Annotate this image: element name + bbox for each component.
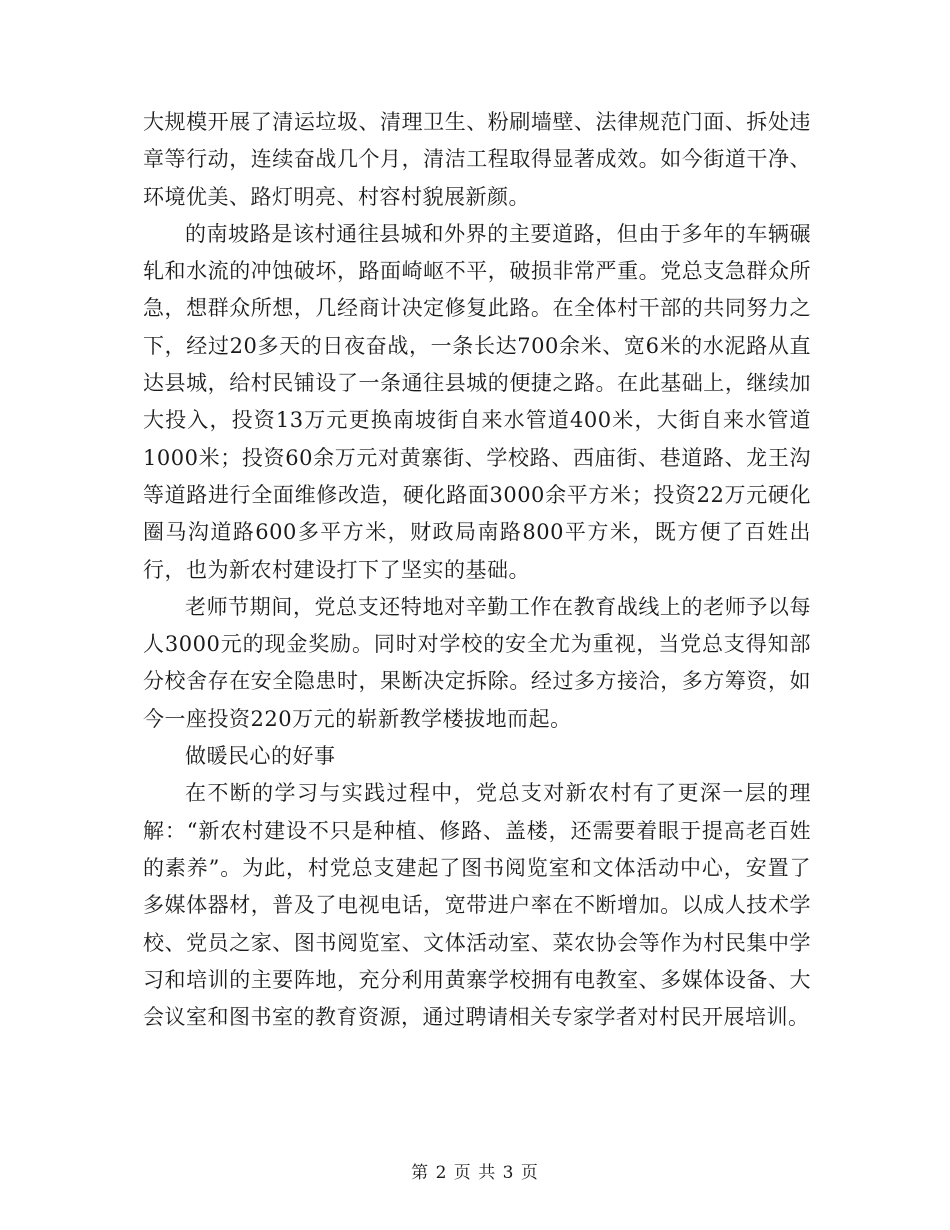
paragraph-teachers-day: 老师节期间，党总支还特地对辛勤工作在教育战线上的老师予以每人3000元的现金奖励。同时对学校的安全尤为重视，当党总支得知部分校舍存在安全隐患时，果断决定拆除。经过多方接洽，多方筹资，如今一座投资220万元的崭新教学楼拔地而起。 [143, 594, 811, 731]
paragraph-education: 在不断的学习与实践过程中，党总支对新农村有了更深一层的理解：“新农村建设不只是种植、修路、盖楼，还需要着眼于提高老百姓的素养”。为此，村党总支建起了图书阅览室和文体活动中心，安置了多媒体器材，普及了电视电话，宽带进户率在不断增加。以成人技术学校、党员之家、图书阅览室、文体活动室、菜农协会等作为村民集中学习和培训的主要阵地，充分利用黄寨学校拥有电教室、多媒体设备、大会议室和图书室的教育资源，通过聘请相关专家学者对村民开展培训。 [143, 781, 811, 1030]
paragraph-road-repair: 的南坡路是该村通往县城和外界的主要道路，但由于多年的车辆碾轧和水流的冲蚀破坏，路面崎岖不平，破损非常严重。党总支急群众所急，想群众所想，几经商计决定修复此路。在全体村干部的共同努力之下，经过20多天的日夜奋战，一条长达700余米、宽6米的水泥路从直达县城，给村民铺设了一条通往县城的便捷之路。在此基础上，继续加大投入，投资13万元更换南坡街自来水管道400米，大街自来水管道1000米；投资60余万元对黄寨街、学校路、西庙街、巷道路、龙王沟等道路进行全面维修改造，硬化路面3000余平方米；投资22万元硬化圈马沟道路600多平方米，财政局南路800平方米，既方便了百姓出行，也为新农村建设打下了坚实的基础。 [143, 221, 811, 582]
page-footer: 第 2 页 共 3 页 [411, 1163, 539, 1183]
document-body [143, 104, 811, 1036]
paragraph-cleanup: 大规模开展了清运垃圾、清理卫生、粉刷墙壁、法律规范门面、拆处违章等行动，连续奋战几个月，清洁工程取得显著成效。如今街道干净、环境优美、路灯明亮、村容村貌展新颜。 [143, 110, 811, 209]
section-heading: 做暖民心的好事 [185, 744, 336, 769]
